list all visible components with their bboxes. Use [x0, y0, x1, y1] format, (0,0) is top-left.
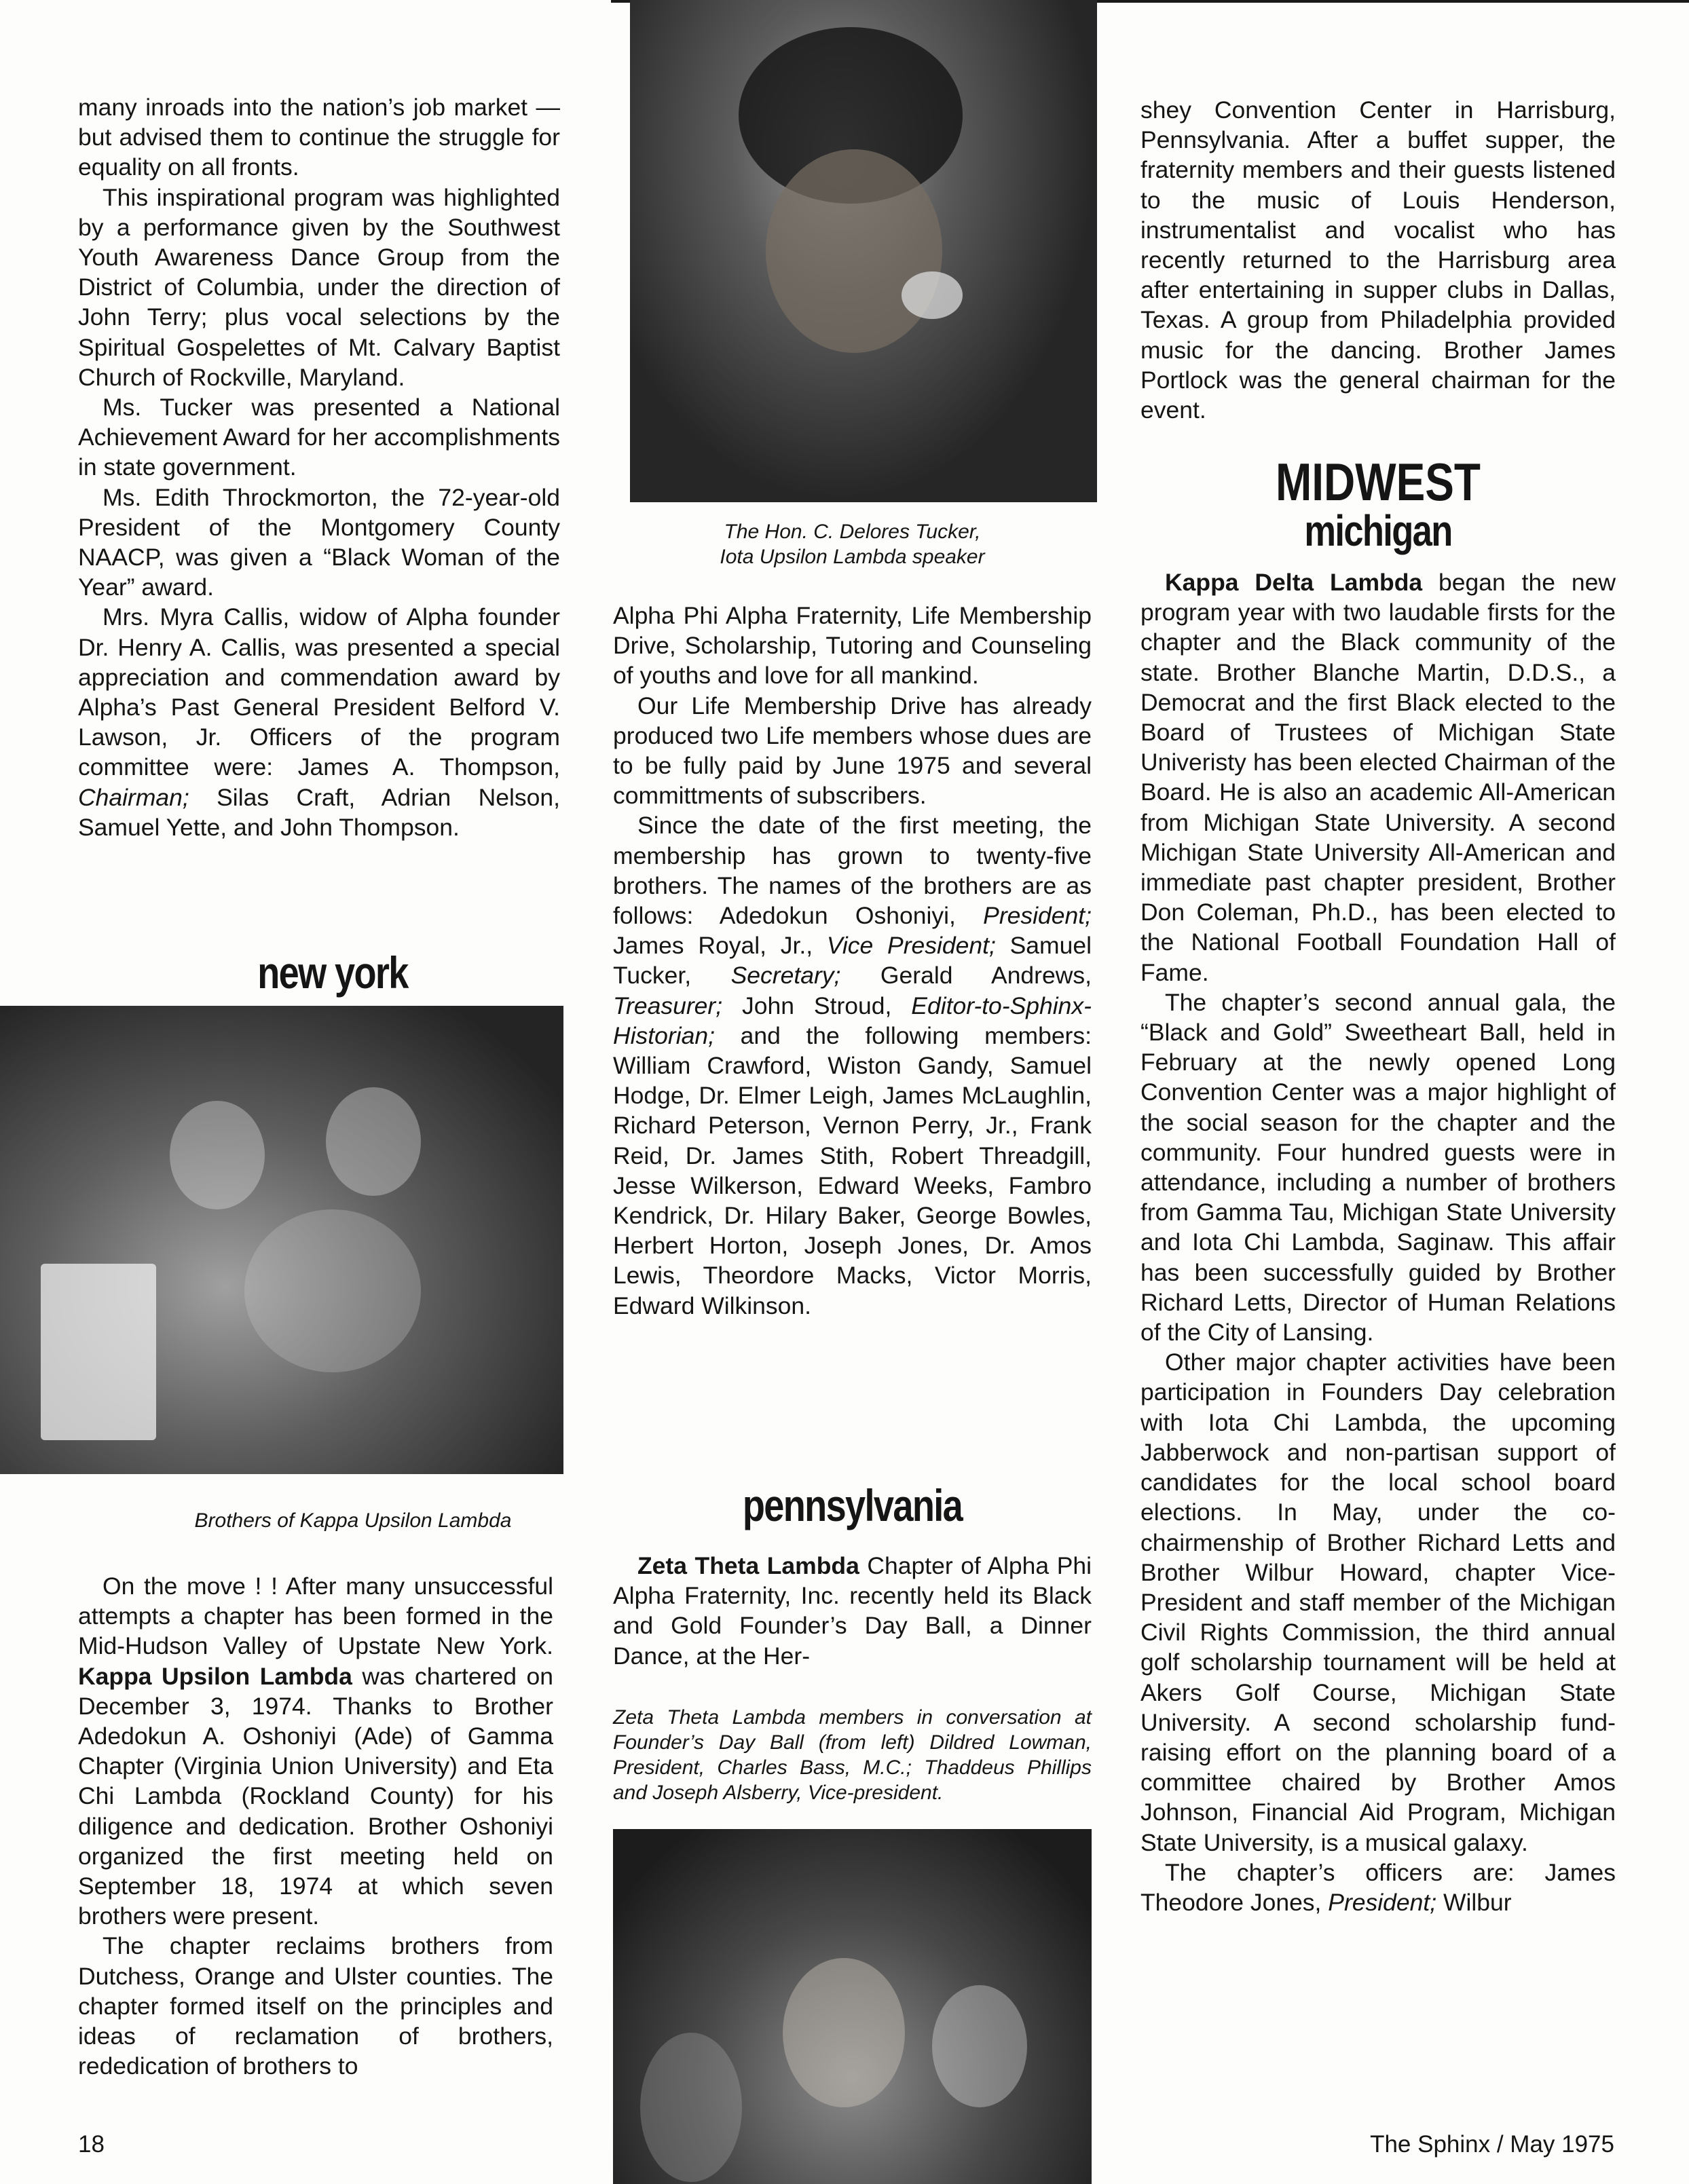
- column-1: [78, 92, 560, 842]
- paragraph: On the move ! ! After many unsuccessful attempts a chapter has been formed in the Mid-Hudson Valley of Upstate New York. Kappa Upsilon Lambda was chartered on December 3, 1974. Thanks to Brother Adedokun A. Oshoniyi (Ade) of Gamma Chapter (Virginia Union University) and Eta Chi Lambda (Rockland County) for his diligence and dedication. Brother Oshoniyi organized the first meeting held on September 18, 1974 at which seven brothers were present.: [78, 1573, 553, 1930]
- column-2: [613, 601, 1092, 1321]
- paragraph: many inroads into the nation’s job market — but advised them to continue the struggle for equality on all fronts.: [78, 94, 560, 181]
- paragraph: The chapter reclaims brothers from Dutchess, Orange and Ulster counties. The chapter formed itself on the principles and ideas of reclamation of brothers, rededication of brothers to: [78, 1932, 553, 2080]
- photo-kappa-upsilon-lambda: [0, 1006, 563, 1474]
- paragraph: Alpha Phi Alpha Fraternity, Life Membership Drive, Scholarship, Tutoring and Counseling of youths and love for all mankind.: [613, 602, 1092, 690]
- photo-delores-tucker: [630, 0, 1097, 502]
- paragraph: Other major chapter activities have been participation in Founders Day celebration with Iota Chi Lambda, the upcoming Jabberwock and non-partisan support of candidates for the local school board elections. In May, under the co-chairmenship of Brother Richard Letts and Brother Wilbur Howard, chapter Vice-President and staff member of the Michigan Civil Rights Commission, the third annual golf scholarship tournament will be held at Akers Golf Course, Michigan State University. A second scholarship fund-raising effort on the planning board of a committee chaired by Brother Amos Johnson, Financial Aid Program, Michigan State University, is a musical galaxy.: [1140, 1349, 1616, 1856]
- paragraph: The chapter’s officers are: James Theodore Jones, President; Wilbur: [1140, 1858, 1616, 1916]
- column-1-bottom: [78, 1571, 553, 2081]
- paragraph: The chapter’s second annual gala, the “Black and Gold” Sweetheart Ball, held in February at the newly opened Long Convention Center was a major highlight of the social season for the chapter and the community. Four hundred guests were in attendance, including a number of brothers from Gamma Tau, Michigan State University and Iota Chi Lambda, Saginaw. This affair has been successfully guided by Brother Richard Letts, Director of Human Relations of the City of Lansing.: [1140, 988, 1616, 1347]
- paragraph: Kappa Delta Lambda began the new program year with two laudable firsts for the chapter and the Black community of the state. Brother Blanche Martin, D.D.S., a Democrat and the first Black elected to the Board of Trustees of Michigan State Univeristy has been elected Chairman of the Board. He is also an academic All-American from Michigan State University. A second Michigan State University All-American and immediate past chapter president, Brother Don Coleman, Ph.D., has been elected to the National Football Foundation Hall of Fame.: [1140, 569, 1616, 986]
- paragraph: Zeta Theta Lambda Chapter of Alpha Phi Alpha Fraternity, Inc. recently held its Black and Gold Founder’s Day Ball, a Dinner Dance, at the Her-: [613, 1552, 1092, 1670]
- paragraph: Ms. Edith Throckmorton, the 72-year-old President of the Montgomery County NAACP, was given a “Black Woman of the Year” award.: [78, 483, 560, 601]
- photo-caption: Zeta Theta Lambda members in conversation at Founder’s Day Ball (from left) Dildred Lowman, President, Charles Bass, M.C.; Thaddeus Phillips and Joseph Alsberry, Vice-president.: [613, 1706, 1092, 1804]
- column-2-bottom: [613, 1551, 1092, 1671]
- paragraph: Since the date of the first meeting, the membership has grown to twenty-five brothers. The names of the brothers are as follows: Adedokun Oshoniyi, President; James Royal, Jr., Vice President; Samuel Tucker, Secretary; Gerald Andrews, Treasurer; John Stroud, Editor-to-Sphinx-Historian; and the following members: William Crawford, Wiston Gandy, Samuel Hodge, Dr. Elmer Leigh, James McLaughlin, Richard Peterson, Vernon Perry, Jr., Frank Reid, Dr. James Stith, Robert Threadgill, Jesse Wilkerson, Edward Weeks, Fambro Kendrick, Dr. Hilary Baker, George Bowles, Herbert Horton, Joseph Jones, Dr. Amos Lewis, Theordore Macks, Victor Morris, Edward Wilkinson.: [613, 812, 1092, 1319]
- photo-zeta-theta-lambda: [613, 1829, 1092, 2184]
- section-subheading-michigan: michigan: [1304, 506, 1452, 555]
- column-3-bottom: [1140, 567, 1616, 1917]
- paragraph: shey Convention Center in Harrisburg, Pennsylvania. After a buffet supper, the fraternity members and their guests listened to the music of Louis Henderson, instrumentalist and vocalist who has recently returned to the Harrisburg area after entertaining in supper clubs in Dallas, Texas. A group from Philadelphia provided music for the dancing. Brother James Portlock was the general chairman for the event.: [1140, 96, 1616, 424]
- section-heading-new-york: new york: [257, 947, 408, 998]
- photo-caption: Brothers of Kappa Upsilon Lambda: [194, 1509, 512, 1532]
- paragraph: Our Life Membership Drive has already produced two Life members whose dues are to be fully paid by June 1975 and several committments of subscribers.: [613, 692, 1092, 810]
- paragraph: This inspirational program was highlighted by a performance given by the Southwest Youth Awareness Dance Group from the District of Columbia, under the direction of John Terry; plus vocal selections by the Spiritual Gospelettes of Mt. Calvary Baptist Church of Rockville, Maryland.: [78, 183, 560, 391]
- paragraph: Ms. Tucker was presented a National Achievement Award for her accomplishments in state government.: [78, 394, 560, 481]
- section-heading-midwest: MIDWEST: [1275, 452, 1481, 512]
- paragraph: Mrs. Myra Callis, widow of Alpha founder Dr. Henry A. Callis, was presented a special appreciation and commendation award by Alpha’s Past General President Belford V. Lawson, Jr. Officers of the program committee were: James A. Thompson, Chairman; Silas Craft, Adrian Nelson, Samuel Yette, and John Thompson.: [78, 603, 560, 841]
- section-heading-pennsylvania: pennsylvania: [742, 1480, 963, 1530]
- magazine-footer: The Sphinx / May 1975: [1370, 2131, 1614, 2158]
- column-3: [1140, 95, 1616, 425]
- photo-caption: The Hon. C. Delores Tucker, Iota Upsilon Lambda speaker: [720, 521, 985, 568]
- page-number: 18: [78, 2131, 105, 2158]
